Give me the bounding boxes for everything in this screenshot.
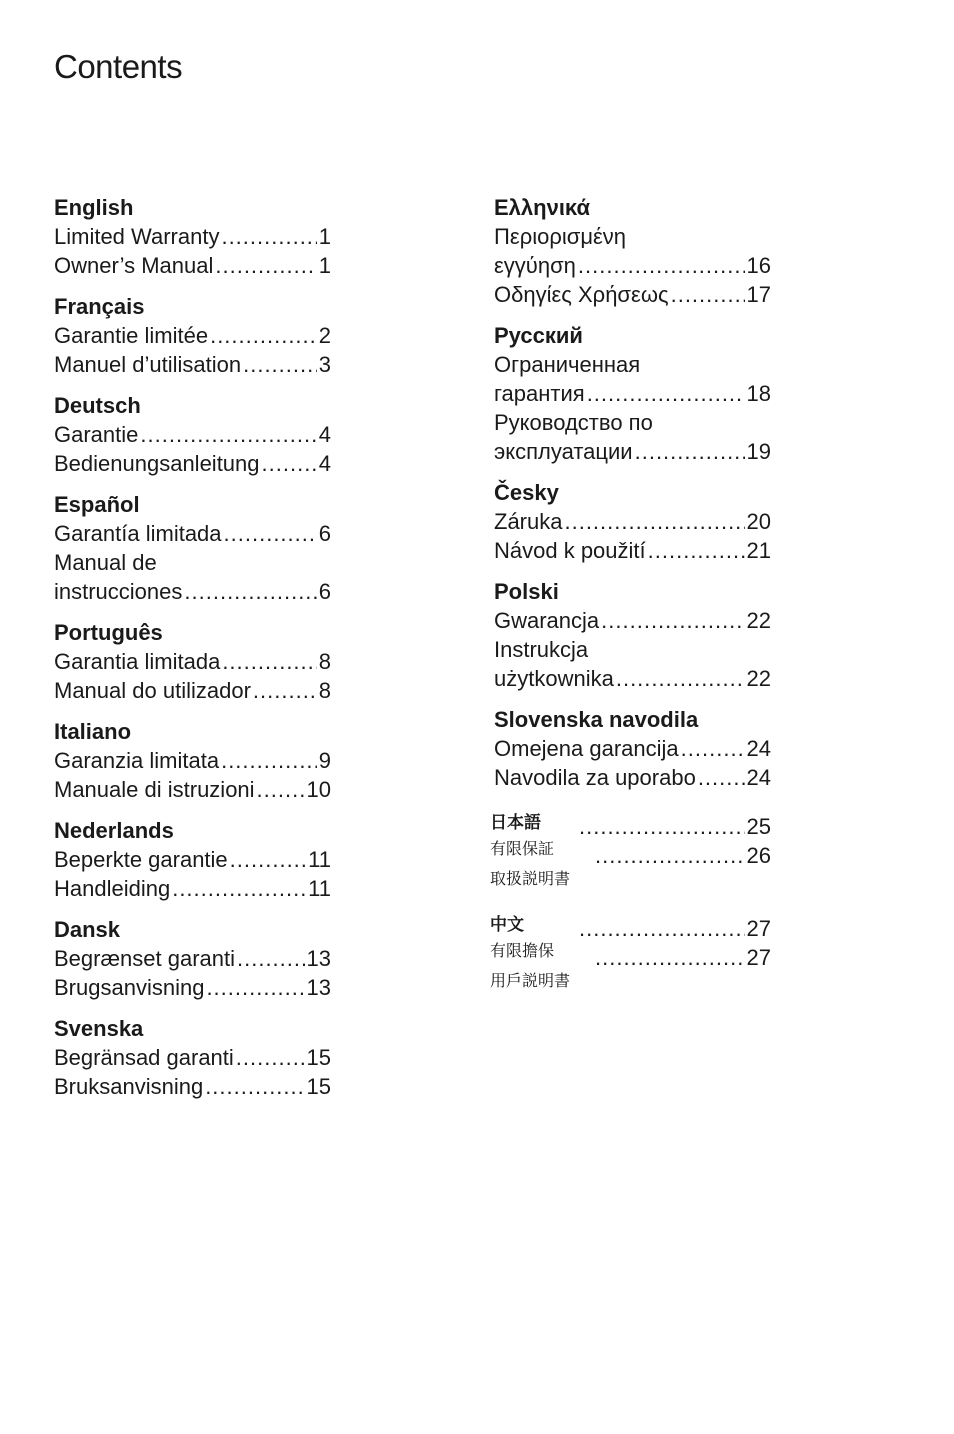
toc-entry[interactable]: [54, 519, 331, 548]
entry-row: [54, 222, 331, 251]
entry-text: Owner’s Manual: [54, 253, 214, 278]
entry-text: Omejena garancija: [494, 736, 679, 761]
toc-entry[interactable]: [54, 775, 331, 804]
entry-row: [54, 577, 331, 606]
page-number: 26: [746, 843, 771, 868]
toc-section: [54, 915, 331, 1002]
toc-entry[interactable]: [54, 321, 331, 350]
entry-row: [494, 734, 771, 763]
toc-entry[interactable]: [54, 1072, 331, 1101]
section-heading: Nederlands: [54, 818, 174, 843]
entry-text[interactable]: 有限擔保: [490, 941, 555, 960]
entry-text[interactable]: 有限保証: [490, 839, 555, 858]
page-title: Contents: [54, 48, 183, 85]
dot-leader: [595, 945, 745, 971]
entry-row: [494, 507, 771, 536]
entry-row: [494, 379, 771, 408]
entry-row: [494, 606, 771, 635]
toc-section-cjk: [490, 808, 771, 900]
section-heading: Svenska: [54, 1016, 144, 1041]
entry-text-line1: Περιορισμένη: [494, 224, 627, 249]
dot-leader: [222, 647, 316, 676]
page-number: 11: [308, 876, 331, 901]
section-heading: Русский: [494, 323, 583, 348]
section-heading: Deutsch: [54, 393, 141, 418]
toc-entry[interactable]: [54, 222, 331, 251]
toc-entry[interactable]: [494, 222, 771, 280]
page-number: 27: [746, 945, 771, 970]
toc-entry[interactable]: [54, 350, 331, 379]
dot-leader: [681, 734, 745, 763]
page-number: 4: [318, 451, 331, 476]
entry-row: [54, 845, 331, 874]
toc-entry[interactable]: [54, 676, 331, 705]
entry-row: [54, 251, 331, 280]
page-number: 1: [318, 253, 331, 278]
dot-leader: [698, 763, 745, 792]
section-heading: English: [54, 195, 134, 220]
toc-entry[interactable]: [54, 944, 331, 973]
section-heading: Polski: [494, 579, 559, 604]
page-number: 24: [746, 736, 771, 761]
dot-leader: [595, 843, 745, 869]
entry-text: użytkownika: [494, 666, 614, 691]
toc-entry[interactable]: [494, 734, 771, 763]
dot-leader: [253, 676, 317, 705]
entry-text: Manuel d’utilisation: [54, 352, 242, 377]
page-number: 17: [746, 282, 771, 307]
toc-entry[interactable]: [494, 606, 771, 635]
entry-row: [54, 420, 331, 449]
entry-row: [54, 1072, 331, 1101]
toc-section: [54, 391, 331, 478]
section-heading: Ελληνικά: [494, 195, 590, 220]
page-number: 24: [746, 765, 771, 790]
entry-row: [54, 676, 331, 705]
page-number: 4: [318, 422, 331, 447]
entry-text: Garantia limitada: [54, 649, 221, 674]
dot-leader: [230, 845, 306, 874]
dot-leader: [587, 379, 745, 408]
toc-entry[interactable]: [54, 1043, 331, 1072]
toc-entry[interactable]: [494, 536, 771, 565]
page-number: 18: [746, 381, 771, 406]
toc-section: [54, 618, 331, 705]
toc-section: [54, 816, 331, 903]
entry-text-line1: Instrukcja: [494, 637, 589, 662]
page-number: 21: [746, 538, 771, 563]
entry-row: [494, 664, 771, 693]
entry-text: εγγύηση: [494, 253, 576, 278]
page-number: 15: [306, 1045, 331, 1070]
toc-entry[interactable]: [494, 350, 771, 408]
toc-entry[interactable]: [54, 973, 331, 1002]
entry-row: [54, 874, 331, 903]
entry-row: [54, 350, 331, 379]
entry-text: Brugsanvisning: [54, 975, 205, 1000]
dot-leader: [221, 746, 317, 775]
toc-entry[interactable]: [54, 449, 331, 478]
entry-text[interactable]: 取扱説明書: [490, 869, 571, 888]
entry-text: Navodila za uporabo: [494, 765, 696, 790]
entry-row: [54, 1043, 331, 1072]
page-number: 10: [306, 777, 331, 802]
entry-text: Manual do utilizador: [54, 678, 251, 703]
entry-text: Bruksanvisning: [54, 1074, 204, 1099]
page-number: 15: [306, 1074, 331, 1099]
entry-text: гарантия: [494, 381, 585, 406]
toc-entry[interactable]: [54, 420, 331, 449]
entry-row: [54, 973, 331, 1002]
dot-leader: [172, 874, 306, 903]
dot-leader: [215, 251, 316, 280]
dot-leader: [579, 814, 745, 840]
entry-text-line1: Manual de: [54, 550, 157, 575]
toc-section: [494, 193, 771, 309]
entry-text: Begrænset garanti: [54, 946, 235, 971]
dot-leader: [257, 775, 305, 804]
toc-entry[interactable]: [54, 647, 331, 676]
section-heading: Italiano: [54, 719, 132, 744]
entry-row: [54, 944, 331, 973]
entry-text-line1: Ограниченная: [494, 352, 641, 377]
entry-text: Gwarancja: [494, 608, 600, 633]
contents-left-column: [54, 193, 331, 1113]
toc-entry[interactable]: [494, 280, 771, 309]
entry-row: [494, 763, 771, 792]
entry-text: Garantía limitada: [54, 521, 222, 546]
dot-leader: [237, 944, 305, 973]
page-number: 3: [318, 352, 331, 377]
entry-row: [494, 536, 771, 565]
entry-row: [54, 746, 331, 775]
page-number: 20: [746, 509, 771, 534]
dot-leader: [262, 449, 317, 478]
page-number: 8: [318, 678, 331, 703]
page-number: 22: [746, 666, 771, 691]
dot-leader: [671, 280, 745, 309]
toc-entry-leader: [593, 843, 771, 869]
section-heading: Español: [54, 492, 140, 517]
dot-leader: [635, 437, 745, 466]
page-number: 13: [306, 975, 331, 1000]
dot-leader: [601, 606, 744, 635]
entry-row: [54, 775, 331, 804]
entry-text: Limited Warranty: [54, 224, 220, 249]
page-number: 6: [318, 579, 331, 604]
entry-text: Garantie limitée: [54, 323, 209, 348]
dot-leader: [224, 519, 317, 548]
section-heading: 中文: [490, 915, 524, 935]
contents-right-column: [490, 193, 771, 1010]
toc-entry[interactable]: [54, 874, 331, 903]
dot-leader: [210, 321, 317, 350]
toc-entry-leader: [577, 814, 771, 840]
entry-text: Garantie: [54, 422, 139, 447]
toc-section: [54, 193, 331, 280]
dot-leader: [578, 251, 745, 280]
entry-text: Οδηγίες Χρήσεως: [494, 282, 669, 307]
toc-entry[interactable]: [54, 746, 331, 775]
page-number: 8: [318, 649, 331, 674]
page-number: 25: [746, 814, 771, 839]
dot-leader: [616, 664, 745, 693]
page-number: 27: [746, 916, 771, 941]
toc-entry-leader: [577, 916, 771, 942]
page-number: 22: [746, 608, 771, 633]
toc-section: [494, 705, 771, 792]
entry-row: [54, 449, 331, 478]
toc-entry-leader: [593, 945, 771, 971]
toc-entry[interactable]: [494, 408, 771, 466]
dot-leader: [206, 973, 304, 1002]
entry-text: Handleiding: [54, 876, 171, 901]
toc-section: [54, 292, 331, 379]
entry-text: Návod k použití: [494, 538, 646, 563]
toc-section: [494, 321, 771, 466]
entry-text[interactable]: 用戶説明書: [490, 971, 571, 990]
page-number: 1: [318, 224, 331, 249]
entry-row: [494, 251, 771, 280]
dot-leader: [648, 536, 745, 565]
dot-leader: [221, 222, 316, 251]
page-number: 19: [746, 439, 771, 464]
dot-leader: [184, 577, 316, 606]
page-number: 6: [318, 521, 331, 546]
dot-leader: [236, 1043, 305, 1072]
toc-entry[interactable]: [54, 251, 331, 280]
dot-leader: [564, 507, 744, 536]
dot-leader: [243, 350, 317, 379]
toc-entry[interactable]: [494, 763, 771, 792]
section-heading: Česky: [494, 480, 559, 505]
page-number: 9: [318, 748, 331, 773]
entry-text: Manuale di istruzioni: [54, 777, 255, 802]
toc-entry[interactable]: [494, 507, 771, 536]
section-heading: 日本語: [490, 813, 541, 833]
toc-section: [54, 490, 331, 606]
toc-section: [54, 1014, 331, 1101]
toc-entry[interactable]: [54, 548, 331, 606]
entry-text: эксплуатации: [494, 439, 633, 464]
section-heading: Français: [54, 294, 145, 319]
entry-text: Beperkte garantie: [54, 847, 228, 872]
toc-entry[interactable]: [54, 845, 331, 874]
entry-row: [54, 647, 331, 676]
toc-section: [494, 478, 771, 565]
entry-text: Begränsad garanti: [54, 1045, 234, 1070]
toc-section: [494, 577, 771, 693]
toc-section-cjk: [490, 910, 771, 1002]
dot-leader: [140, 420, 316, 449]
entry-text-line1: Руководство по: [494, 410, 653, 435]
entry-row: [494, 280, 771, 309]
dot-leader: [579, 916, 745, 942]
section-heading: Português: [54, 620, 163, 645]
entry-row: [54, 519, 331, 548]
section-heading: Dansk: [54, 917, 121, 942]
entry-row: [54, 321, 331, 350]
page-number: 13: [306, 946, 331, 971]
section-heading: Slovenska navodila: [494, 707, 699, 732]
page-number: 16: [746, 253, 771, 278]
entry-text: Bedienungsanleitung: [54, 451, 260, 476]
page-number: 11: [308, 847, 331, 872]
dot-leader: [205, 1072, 304, 1101]
toc-section: [54, 717, 331, 804]
entry-text: Garanzia limitata: [54, 748, 220, 773]
entry-row: [494, 437, 771, 466]
entry-text: Záruka: [494, 509, 563, 534]
toc-entry[interactable]: [494, 635, 771, 693]
entry-text: instrucciones: [54, 579, 183, 604]
page-number: 2: [318, 323, 331, 348]
